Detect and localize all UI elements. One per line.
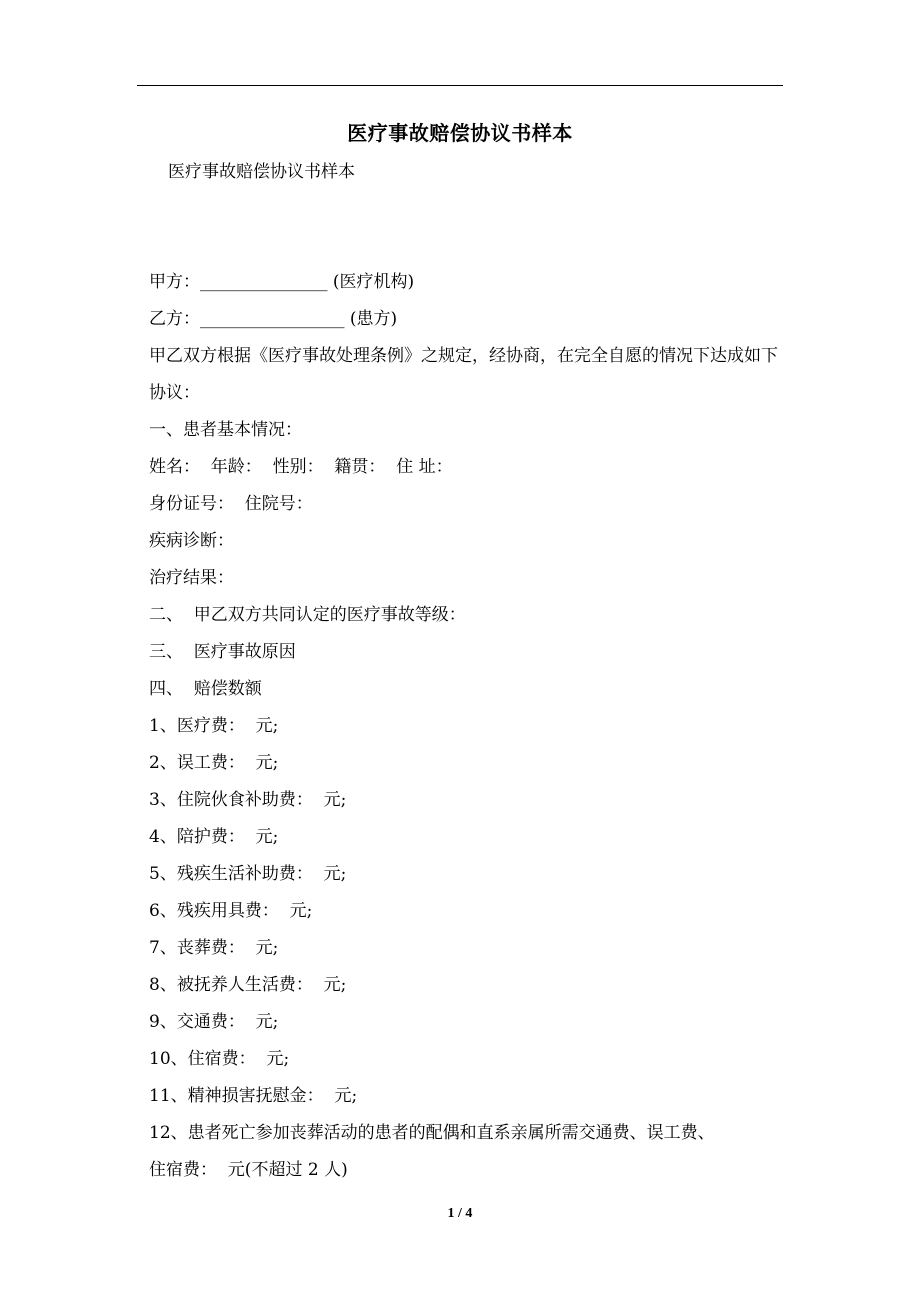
compensation-item: 12、患者死亡参加丧葬活动的患者的配偶和直系亲属所需交通费、误工费、: [149, 1123, 715, 1143]
diagnosis-line: 疾病诊断：: [149, 531, 234, 551]
compensation-item-continued: 住宿费： 元(不超过 2 人): [149, 1160, 348, 1180]
section-4-title: 四、 赔偿数额: [149, 679, 262, 699]
compensation-item: 9、交通费： 元;: [149, 1012, 279, 1032]
patient-info-line-2: 身份证号： 住院号：: [149, 494, 313, 514]
document-title: 医疗事故赔偿协议书样本: [347, 121, 573, 145]
document-body: [140, 264, 785, 1189]
compensation-item: 4、陪护费： 元;: [149, 827, 279, 847]
party-b-line: 乙方：_________________ (患方): [149, 309, 398, 329]
page-indicator: 1 / 4: [447, 1206, 473, 1221]
header-rule: [137, 85, 783, 86]
document-subtitle: 医疗事故赔偿协议书样本: [168, 162, 355, 182]
compensation-item: 8、被抚养人生活费： 元;: [149, 975, 347, 995]
compensation-item: 10、住宿费： 元;: [149, 1049, 290, 1069]
compensation-item: 11、精神损害抚慰金： 元;: [149, 1086, 358, 1106]
compensation-item: 6、残疾用具费： 元;: [149, 901, 313, 921]
compensation-item: 7、丧葬费： 元;: [149, 938, 279, 958]
compensation-item: 1、医疗费： 元;: [149, 716, 279, 736]
section-3-title: 三、 医疗事故原因: [149, 642, 296, 662]
section-2-title: 二、 甲乙双方共同认定的医疗事故等级：: [149, 605, 466, 625]
party-a-line: 甲方：_______________ (医疗机构): [149, 272, 415, 292]
treatment-result-line: 治疗结果：: [149, 568, 234, 588]
section-1-title: 一、患者基本情况：: [149, 420, 302, 440]
compensation-item: 5、残疾生活补助费： 元;: [149, 864, 347, 884]
intro-paragraph: [140, 338, 785, 412]
compensation-item: 3、住院伙食补助费： 元;: [149, 790, 347, 810]
compensation-item: 2、误工费： 元;: [149, 753, 279, 773]
patient-info-line-1: 姓名： 年龄： 性别： 籍贯： 住 址：: [149, 457, 453, 477]
intro-text: 甲乙双方根据《医疗事故处理条例》之规定，经协商，在完全自愿的情况下达成如下协议：: [149, 346, 778, 403]
